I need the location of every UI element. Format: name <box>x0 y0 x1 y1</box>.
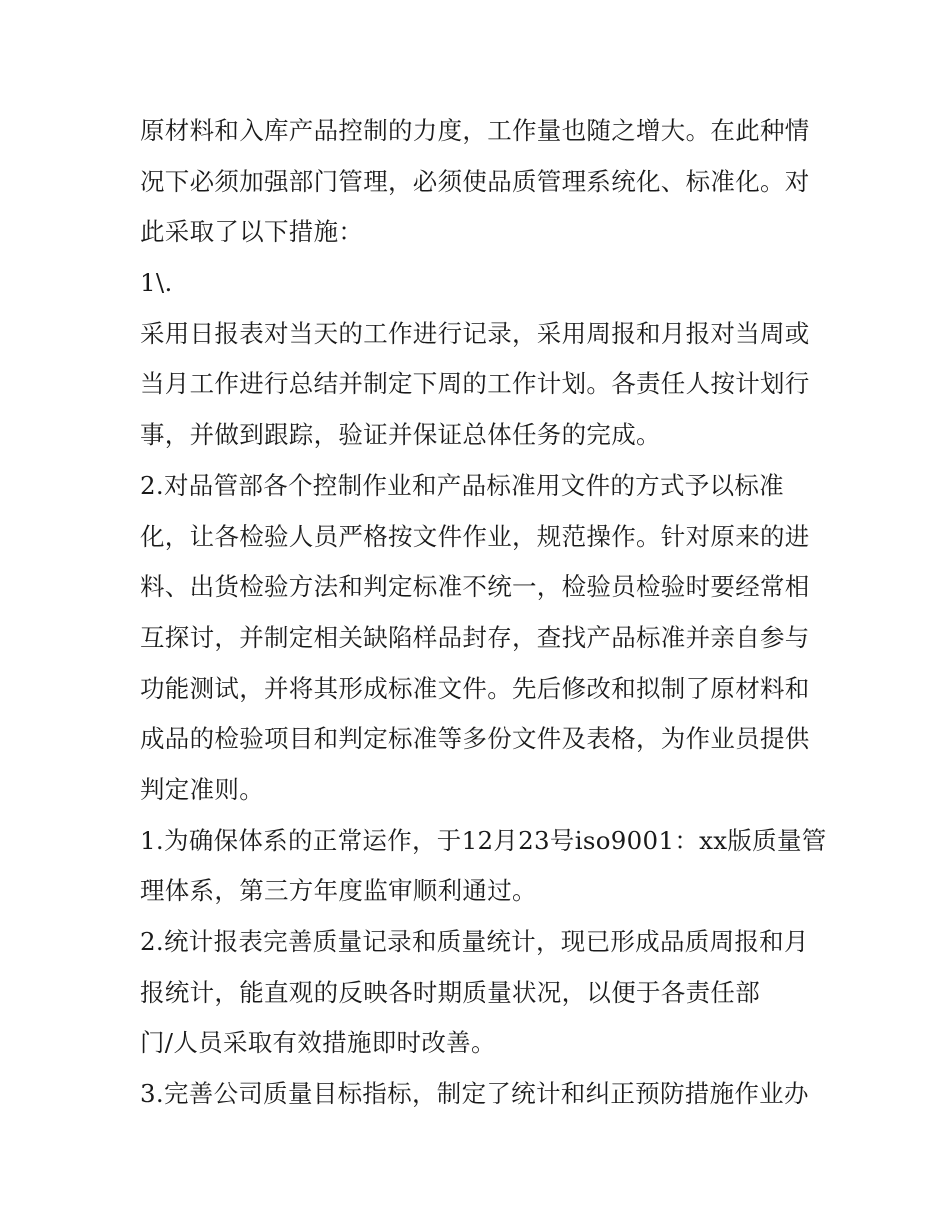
text-line: 门/人员采取有效措施即时改善。 <box>140 1028 496 1058</box>
text-line: 互探讨，并制定相关缺陷样品封存，查找产品标准并亲自参与 <box>140 622 810 652</box>
text-line: 采用日报表对当天的工作进行记录，采用周报和月报对当周或 <box>140 318 810 348</box>
text-line: 1\. <box>140 268 173 298</box>
text-line: 理体系，第三方年度监审顺利通过。 <box>140 876 537 906</box>
text-line: 2.对品管部各个控制作业和产品标准用文件的方式予以标准 <box>140 470 784 500</box>
text-line: 3.完善公司质量目标指标，制定了统计和纠正预防措施作业办 <box>140 1079 809 1109</box>
text-line: 化，让各检验人员严格按文件作业，规范操作。针对原来的进 <box>140 521 810 551</box>
text-line: 料、出货检验方法和判定标准不统一，检验员检验时要经常相 <box>140 572 810 602</box>
text-line: 1.为确保体系的正常运作，于12月23号iso9001：xx版质量管 <box>140 825 827 855</box>
text-line: 成品的检验项目和判定标准等多份文件及表格，为作业员提供 <box>140 724 810 754</box>
text-line: 此采取了以下措施： <box>140 217 364 247</box>
text-line: 功能测试，并将其形成标准文件。先后修改和拟制了原材料和 <box>140 673 810 703</box>
text-line: 事，并做到跟踪，验证并保证总体任务的完成。 <box>140 420 661 450</box>
document-body <box>140 106 827 1120</box>
text-line: 当月工作进行总结并制定下周的工作计划。各责任人按计划行 <box>140 369 810 399</box>
text-line: 原材料和入库产品控制的力度，工作量也随之增大。在此种情 <box>140 116 810 145</box>
text-line: 报统计，能直观的反映各时期质量状况，以便于各责任部 <box>140 977 760 1007</box>
text-line: 2.统计报表完善质量记录和质量统计，现已形成品质周报和月 <box>140 927 809 956</box>
text-line: 况下必须加强部门管理，必须使品质管理系统化、标准化。对 <box>140 166 810 196</box>
text-line: 判定准则。 <box>140 774 264 804</box>
